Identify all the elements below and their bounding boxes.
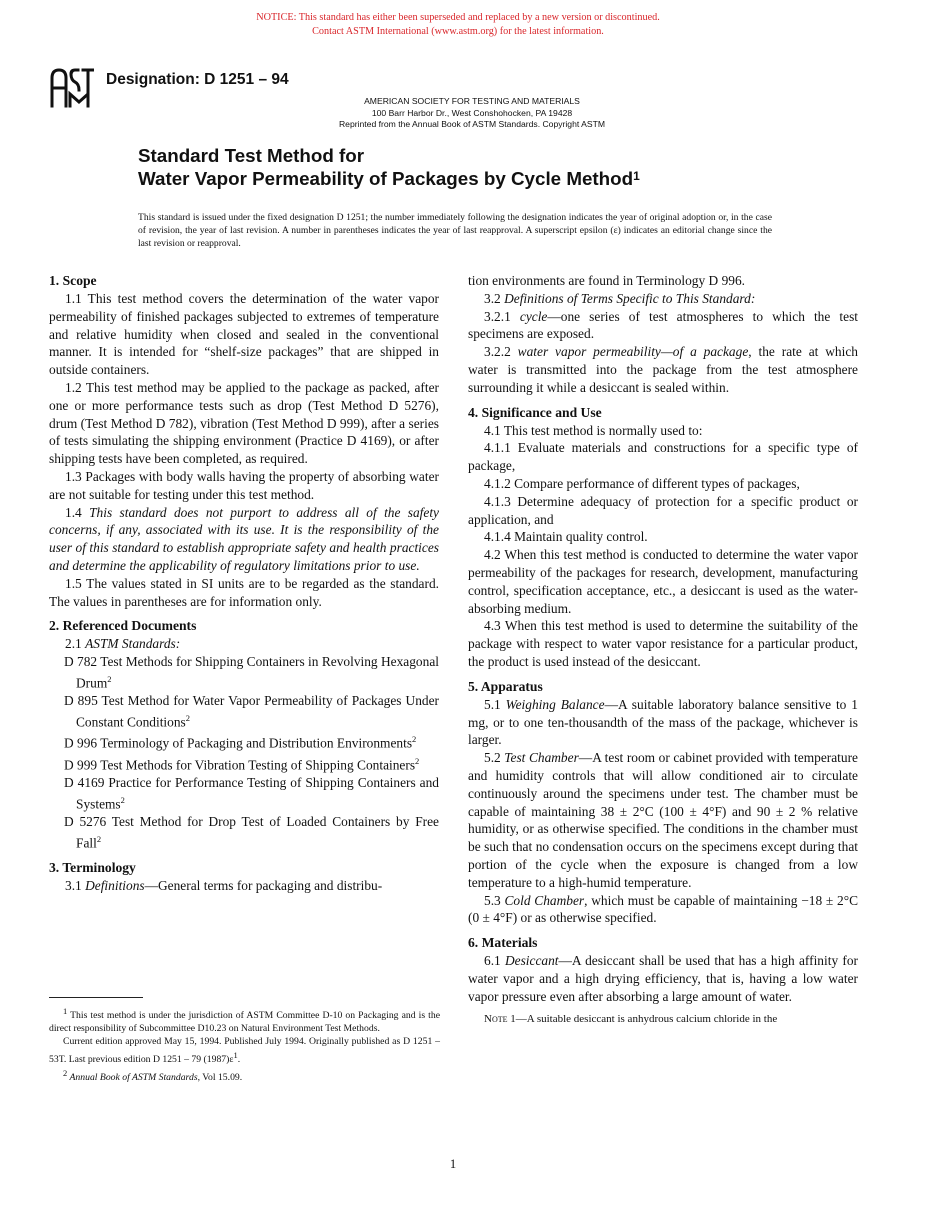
section-heading-apparatus: 5. Apparatus — [468, 678, 543, 694]
paragraph-1-2: 1.2 This test method may be applied to the package as packed, after one or more performance tests such as drop (Test Method D 5276), drum (Test Method D 782), vibration (Test Method D 999), after a series of tests simulating the shipping environment (Practice D 4169), or after shipping tests have been completed, as required. — [49, 379, 439, 467]
reference-text: D 782 Test Methods for Shipping Containers in Revolving Hexagonal Drum — [64, 654, 439, 691]
paragraph-5-1-term: Weighing Balance — [505, 696, 605, 712]
paragraph-3-2-1 — [468, 308, 858, 344]
paragraph-5-2-number: 5.2 — [484, 750, 505, 766]
paragraph-6-1-number: 6.1 — [484, 953, 505, 969]
note-1 — [468, 1012, 858, 1027]
paragraph-3-2-2-term: water vapor permeability—of a package — [517, 344, 749, 360]
paragraph-3-1-term: Definitions — [85, 877, 145, 893]
title-line-2 — [138, 167, 640, 190]
paragraph-5-3-term: Cold Chamber — [504, 892, 585, 908]
left-column — [49, 272, 439, 895]
reprint-notice: Reprinted from the Annual Book of ASTM Standards. Copyright ASTM — [338, 119, 606, 129]
footnote-2-text: , Vol 15.09. — [197, 1071, 243, 1083]
section-heading-referenced-documents: 2. Referenced Documents — [49, 618, 197, 634]
notice-line-2: Contact ASTM International (www.astm.org) for the latest information. — [312, 25, 604, 37]
section-heading-scope: 1. Scope — [49, 273, 97, 288]
paragraph-3-1 — [49, 877, 439, 895]
paragraph-4-1-4: 4.1.4 Maintain quality control. — [484, 529, 648, 545]
paragraph-5-3-text: , which must be capable of maintaining −18 ± 2°C (0 ± 4°F) or as otherwise specified. — [468, 892, 858, 926]
section-heading-materials: 6. Materials — [468, 935, 538, 951]
reference-d999 — [49, 753, 439, 774]
paragraph-2-1-text: ASTM Standards: — [85, 636, 181, 652]
reference-text: D 895 Test Method for Water Vapor Permeability of Packages Under Constant Conditions — [64, 693, 439, 730]
paragraph-6-1 — [468, 952, 858, 1005]
paragraph-2-1 — [49, 635, 439, 653]
paragraph-1-3: 1.3 Packages with body walls having the property of absorbing water are not suitable for testing under this test method. — [49, 468, 439, 502]
footnote-1 — [49, 1005, 440, 1036]
paragraph-3-2-1-number: 3.2.1 — [484, 308, 520, 324]
publisher-block — [285, 96, 659, 131]
paragraph-4-1-1: 4.1.1 Evaluate materials and constructions for a specific type of package, — [468, 440, 858, 474]
note-text: 1—A suitable desiccant is anhydrous calcium chloride in the — [507, 1013, 778, 1026]
paragraph-2-1-number: 2.1 — [65, 636, 86, 652]
paragraph-3-2-number: 3.2 — [484, 290, 505, 306]
title-line-1: Standard Test Method for — [138, 145, 365, 166]
reference-footnote-mark: 2 — [185, 713, 190, 723]
paragraph-1-4 — [49, 504, 439, 575]
publisher-address: 100 Barr Harbor Dr., West Conshohocken, PA 19428 — [371, 107, 573, 118]
paragraph-3-2-1-text: —one series of test atmospheres to which the test specimens are exposed. — [468, 308, 858, 342]
footnote-1-edition-sup: 1 — [233, 1049, 238, 1060]
reference-d5276 — [49, 813, 439, 852]
footnote-divider — [49, 997, 143, 998]
footnotes — [49, 1005, 440, 1085]
paragraph-3-2-2 — [468, 343, 858, 396]
section-heading-significance: 4. Significance and Use — [468, 404, 602, 420]
footnote-1-edition-end: . — [237, 1053, 241, 1065]
supersession-notice — [0, 11, 916, 38]
footnote-1-text: This test method is under the jurisdiction of ASTM Committee D-10 on Packaging and is the direct responsibility of Subcommittee D10.23 on Natural Environment Test Methods. — [49, 1010, 440, 1035]
paragraph-5-2 — [468, 749, 858, 891]
paragraph-4-1-3: 4.1.3 Determine adequacy of protection for a specific product or application, and — [468, 493, 858, 527]
astm-logo-icon — [48, 66, 94, 110]
reference-d996 — [49, 731, 439, 752]
paragraph-4-1-2: 4.1.2 Compare performance of different types of packages, — [484, 475, 800, 491]
issuance-statement: This standard is issued under the fixed designation D 1251; the number immediately following the designation indicates the year of original adoption or, in the case of revision, the year of last revision. A number in parentheses indicates the year of last reapproval. A superscript epsilon (ε) indicates an editorial change since the last revision or reapproval. — [138, 212, 772, 250]
document-title — [138, 144, 640, 190]
paragraph-3-1-continued: tion environments are found in Terminology D 996. — [468, 273, 745, 288]
paragraph-5-2-term: Test Chamber — [504, 750, 579, 766]
section-heading-terminology: 3. Terminology — [49, 859, 136, 875]
paragraph-5-2-text: —A test room or cabinet provided with temperature and humidity controls that will allow conditioned air to circulate continuously around the specimens under test. The chamber must be capable of maintaining 38 ± 2°C (100 ± 4°F) and 90 ± 2 % relative humidity, or as otherwise specified. The conditions in the chamber must be such that no condensation occurs on the specimens except during that portion of the cycle when the exposure is changed from a low temperature to a high-humid temperature. — [468, 750, 858, 890]
paragraph-1-1: 1.1 This test method covers the determination of the water vapor permeability of finished packages subjected to extremes of temperature and relative humidity when closed and sealed in the conventional manner. It is intended for “shelf-size packages” that are shipped in outside containers. — [49, 291, 439, 378]
paragraph-5-1 — [468, 696, 858, 749]
paragraph-4-3: 4.3 When this test method is used to determine the suitability of the package with respect to water vapor resistance for a particular product, the product is used instead of the desiccant. — [468, 618, 858, 669]
notice-line-1: NOTICE: This standard has either been superseded and replaced by a new version or discontinued. — [256, 12, 660, 23]
reference-footnote-mark: 2 — [96, 833, 102, 844]
footnote-2-source: Annual Book of ASTM Standards — [67, 1071, 198, 1083]
reference-d895 — [49, 692, 439, 731]
reference-footnote-mark: 2 — [120, 794, 125, 805]
note-label: Note — [484, 1013, 508, 1026]
reference-footnote-mark: 2 — [412, 734, 417, 745]
paragraph-3-2-2-number: 3.2.2 — [484, 344, 518, 360]
paragraph-3-2 — [468, 290, 858, 308]
footnote-2-mark: 2 — [63, 1067, 68, 1078]
paragraph-5-3 — [468, 892, 858, 928]
paragraph-3-2-1-term: cycle — [519, 308, 548, 324]
designation: Designation: D 1251 – 94 — [106, 71, 289, 88]
paragraph-1-4-number: 1.4 — [65, 504, 90, 520]
paragraph-3-2-text: Definitions of Terms Specific to This Standard: — [504, 290, 756, 306]
paragraph-1-5: 1.5 The values stated in SI units are to be regarded as the standard. The values in parentheses are for information only. — [49, 575, 439, 609]
paragraph-6-1-term: Desiccant — [504, 953, 559, 969]
reference-footnote-mark: 2 — [415, 755, 420, 766]
publisher-name: AMERICAN SOCIETY FOR TESTING AND MATERIALS — [364, 96, 580, 106]
paragraph-5-3-number: 5.3 — [484, 892, 505, 908]
paragraph-5-1-number: 5.1 — [484, 696, 506, 712]
paragraph-4-1: 4.1 This test method is normally used to: — [484, 422, 703, 438]
reference-text: D 999 Test Methods for Vibration Testing of Shipping Containers — [64, 757, 416, 772]
reference-d782 — [49, 653, 439, 692]
paragraph-6-1-text: —A desiccant shall be used that has a high affinity for water vapor and a high drying efficiency, that is, having a low water vapor pressure even after absorbing a large amount of water. — [468, 953, 858, 1004]
footnote-1-edition — [49, 1036, 440, 1067]
footnote-2 — [49, 1067, 440, 1085]
page-number: 1 — [449, 1157, 457, 1171]
reference-text: D 5276 Test Method for Drop Test of Loaded Containers by Free Fall — [64, 813, 439, 851]
title-line-2-text: Water Vapor Permeability of Packages by Cycle Method — [138, 168, 634, 189]
footnote-1-mark: 1 — [63, 1006, 68, 1016]
footnote-1-edition-text: Current edition approved May 15, 1994. Published July 1994. Originally published as D 1251 – 53T. Last previous edition D 1251 – 79 (1987)ε — [49, 1035, 440, 1065]
paragraph-1-4-text: This standard does not purport to address all of the safety concerns, if any, associated with its use. It is the responsibility of the user of this standard to establish appropriate safety and health practices and determine the applicability of regulatory limitations prior to use. — [49, 504, 440, 573]
paragraph-3-1-text: —General terms for packaging and distribu- — [144, 877, 383, 893]
paragraph-5-1-text: —A suitable laboratory balance sensitive to 1 mg, or to one ten-thousandth of the mass of the package, whichever is larger. — [468, 696, 858, 748]
paragraph-3-2-2-text: , the rate at which water is transmitted into the package from the test atmosphere surrounding it while a desiccant is sealed within. — [468, 344, 858, 395]
reference-d4169 — [49, 774, 439, 813]
paragraph-3-1-number: 3.1 — [65, 877, 86, 893]
reference-text: D 4169 Practice for Performance Testing of Shipping Containers and Systems — [64, 774, 439, 812]
paragraph-4-2: 4.2 When this test method is conducted to determine the water vapor permeability of the packages for research, development, manufacturing control, specification acceptance, etc., a desiccant is used as the water-absorbing medium. — [468, 547, 858, 616]
title-footnote-mark: 1 — [633, 169, 640, 183]
reference-text: D 996 Terminology of Packaging and Distribution Environments — [64, 735, 413, 751]
reference-footnote-mark: 2 — [107, 673, 112, 684]
right-column — [468, 272, 858, 1027]
